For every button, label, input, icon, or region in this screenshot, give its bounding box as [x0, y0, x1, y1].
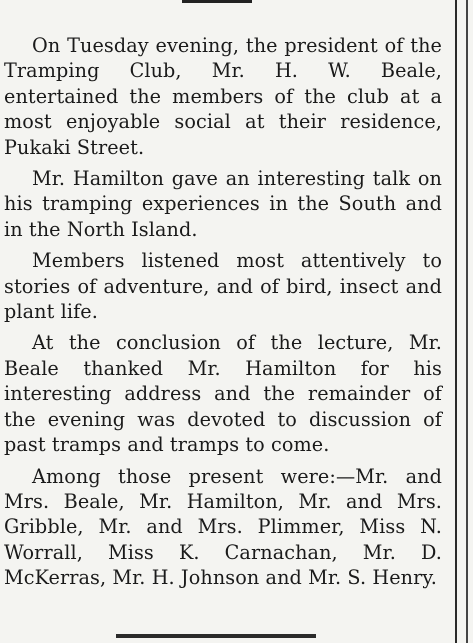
top-rule: [182, 0, 252, 3]
column-border: [455, 0, 457, 643]
article-paragraph: At the conclusion of the lecture, Mr. Beale thanked Mr. Hamilton for his interesting address and the remainder of the evening was devoted to discussion of past tramps and tramps to come.: [4, 331, 442, 457]
article-paragraph: On Tuesday evening, the president of the Tramping Club, Mr. H. W. Beale, entertained the members of the club at a most enjoyable social at their residence, Pukaki Street.: [4, 34, 442, 159]
article-paragraph: Mr. Hamilton gave an interesting talk on his tramping experiences in the South and in the North Island.: [4, 167, 442, 241]
article-body: [4, 33, 442, 597]
bottom-rule: [116, 634, 316, 638]
column-border-outer: [466, 0, 468, 643]
article-paragraph: Among those present were:—Mr. and Mrs. Beale, Mr. Hamilton, Mr. and Mrs. Gribble, Mr. and Mrs. Plimmer, Miss N. Worrall, Miss K. Carnachan, Mr. D. McKerras, Mr. H. Johnson and Mr. S. Henry.: [4, 464, 442, 590]
article-paragraph: Members listened most attentively to stories of adventure, and of bird, insect and plant life.: [4, 249, 442, 324]
